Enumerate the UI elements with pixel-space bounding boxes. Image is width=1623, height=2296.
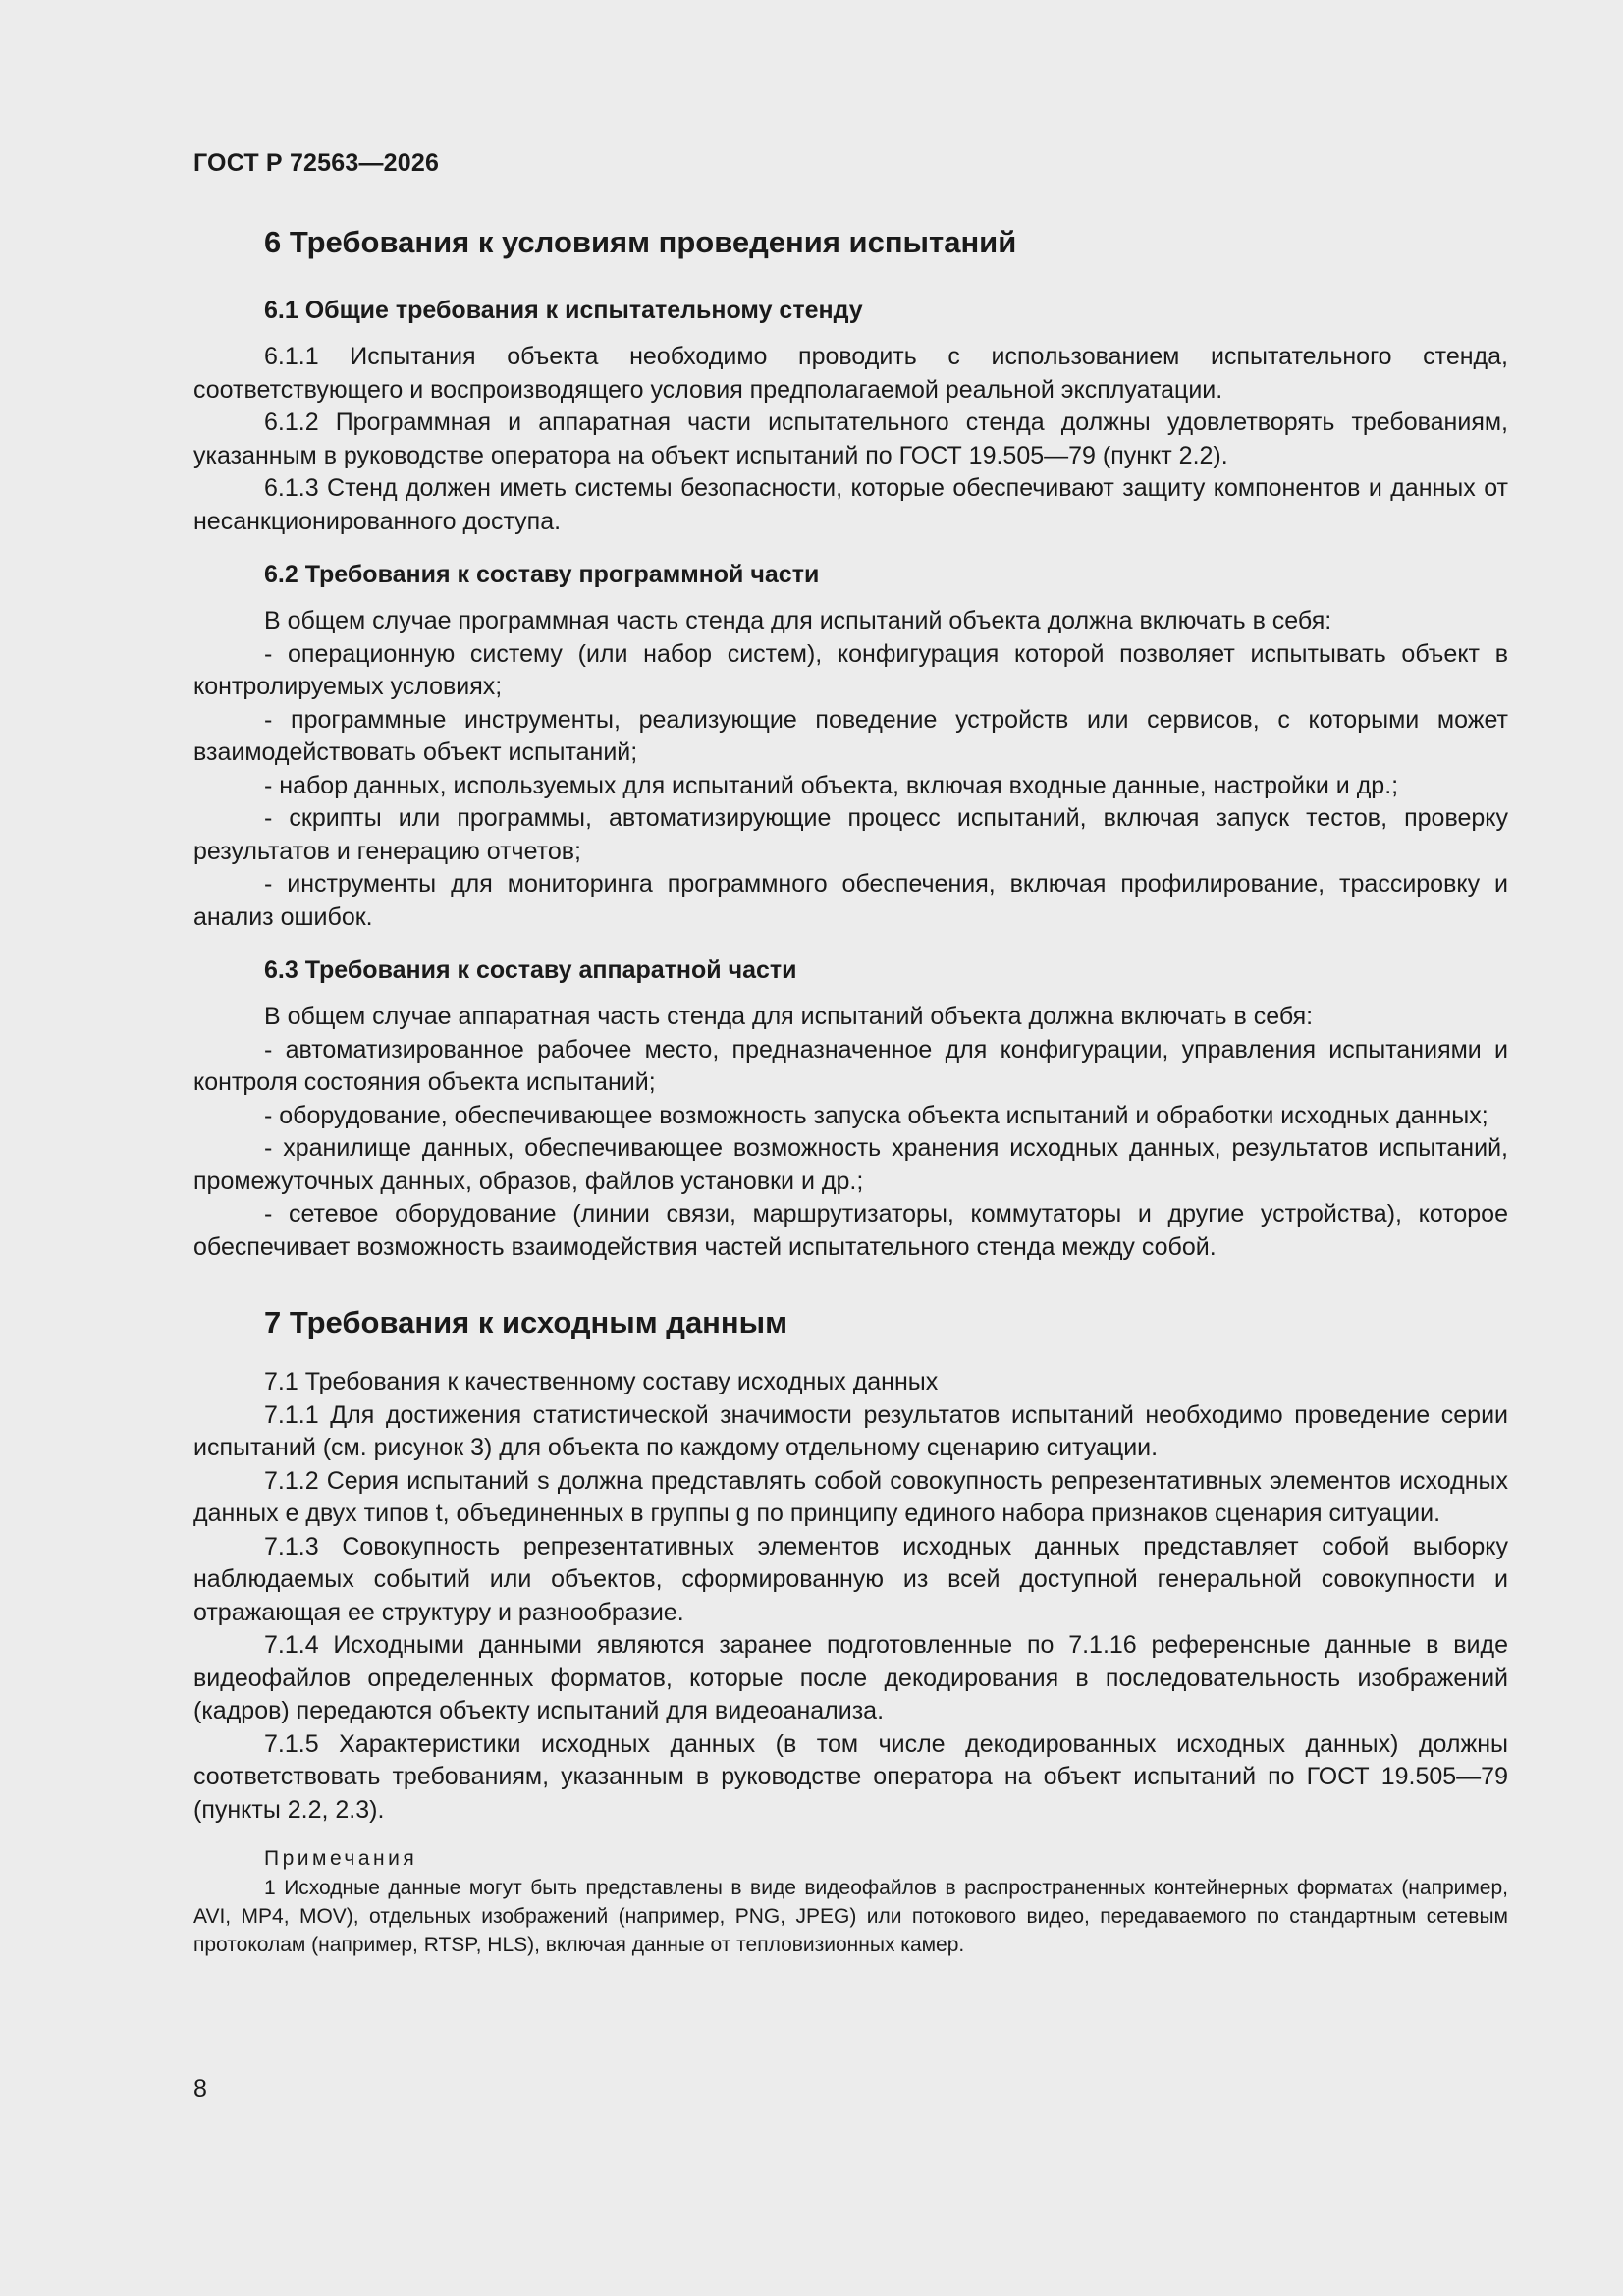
- paragraph-7-1-4: 7.1.4 Исходными данными являются заранее подготовленные по 7.1.16 референсные данные в виде видеофайлов определенных форматов, которые после декодирования в последовательность изображений (кадров) передаются объекту испытаний для видеоанализа.: [193, 1631, 1508, 1724]
- paragraph-7-1-3: 7.1.3 Совокупность репрезентативных элементов исходных данных представляет собой выборку наблюдаемых событий или объектов, сформированную из всей доступной генеральной совокупности и отражающая ее структуру и разнообразие.: [193, 1532, 1508, 1626]
- paragraph-6-1-2: 6.1.2 Программная и аппаратная части испытательного стенда должны удовлетворять требованиям, указанным в руководстве оператора на объект испытаний по ГОСТ 19.505—79 (пункт 2.2).: [193, 409, 1508, 469]
- paragraph-7-1-5: 7.1.5 Характеристики исходных данных (в том числе декодированных исходных данных) должны соответствовать требованиям, указанным в руководстве оператора на объект испытаний по ГОСТ 19.505—79 (пункты 2.2, 2.3).: [193, 1729, 1508, 1824]
- paragraph-6-3-intro: В общем случае аппаратная часть стенда для испытаний объекта должна включать в себя:: [264, 1003, 1314, 1030]
- paragraph-6-2-intro: В общем случае программная часть стенда для испытаний объекта должна включать в себя:: [264, 607, 1332, 634]
- section-6-title: 6 Требования к условиям проведения испытаний: [264, 225, 1017, 259]
- list-item-6-2: - программные инструменты, реализующие поведение устройств или сервисов, с которыми может взаимодействовать объект испытаний;: [193, 705, 1508, 766]
- list-item-6-3: - сетевое оборудование (линии связи, маршрутизаторы, коммутаторы и другие устройства), которое обеспечивает возможность взаимодействия частей испытательного стенда между собой.: [193, 1200, 1508, 1261]
- list-item-6-3: - автоматизированное рабочее место, предназначенное для конфигурации, управления испытаниями и контроля состояния объекта испытаний;: [193, 1035, 1508, 1096]
- paragraph-6-1-1: 6.1.1 Испытания объекта необходимо проводить с использованием испытательного стенда, соответствующего и воспроизводящего условия предполагаемой реальной эксплуатации.: [193, 343, 1508, 404]
- paragraph-7-1-2: 7.1.2 Серия испытаний s должна представлять собой совокупность репрезентативных элементов исходных данных e двух типов t, объединенных в группы g по принципу единого набора признаков сценария ситуации.: [193, 1466, 1508, 1527]
- list-item-6-3: - оборудование, обеспечивающее возможность запуска объекта испытаний и обработки исходных данных;: [264, 1101, 1488, 1129]
- notes-title: Примечания: [264, 1847, 418, 1870]
- section-7-title: 7 Требования к исходным данным: [264, 1305, 788, 1339]
- list-item-6-2: - скрипты или программы, автоматизирующие процесс испытаний, включая запуск тестов, проверку результатов и генерацию отчетов;: [193, 804, 1508, 865]
- subsection-6-3-title: 6.3 Требования к составу аппаратной части: [264, 957, 797, 984]
- list-item-6-2: - операционную систему (или набор систем), конфигурация которой позволяет испытывать объект в контролируемых условиях;: [193, 639, 1508, 700]
- list-item-6-3: - хранилище данных, обеспечивающее возможность хранения исходных данных, результатов испытаний, промежуточных данных, образов, файлов установки и др.;: [193, 1134, 1508, 1195]
- subsection-6-2-title: 6.2 Требования к составу программной части: [264, 561, 820, 588]
- page-content: [193, 221, 1508, 1959]
- subsection-6-1-title: 6.1 Общие требования к испытательному стенду: [264, 297, 863, 324]
- list-item-6-2: - инструменты для мониторинга программного обеспечения, включая профилирование, трассировку и анализ ошибок.: [193, 870, 1508, 931]
- paragraph-7-1: 7.1 Требования к качественному составу исходных данных: [264, 1368, 939, 1395]
- paragraph-6-1-3: 6.1.3 Стенд должен иметь системы безопасности, которые обеспечивают защиту компонентов и данных от несанкционированного доступа.: [193, 474, 1508, 535]
- note-item: 1 Исходные данные могут быть представлены в виде видеофайлов в распространенных контейнерных форматах (например, AVI, MP4, MOV), отдельных изображений (например, PNG, JPEG) или потокового видео, передаваемого по стандартным сетевым протоколам (например, RTSP, HLS), включая данные от тепловизионных камер.: [193, 1877, 1508, 1956]
- paragraph-7-1-1: 7.1.1 Для достижения статистической значимости результатов испытаний необходимо проведение серии испытаний (см. рисунок 3) для объекта по каждому отдельному сценарию ситуации.: [193, 1400, 1508, 1461]
- document-code-header: ГОСТ Р 72563—2026: [193, 149, 440, 177]
- page-number: 8: [193, 2075, 207, 2103]
- list-item-6-2: - набор данных, используемых для испытаний объекта, включая входные данные, настройки и др.;: [264, 771, 1399, 799]
